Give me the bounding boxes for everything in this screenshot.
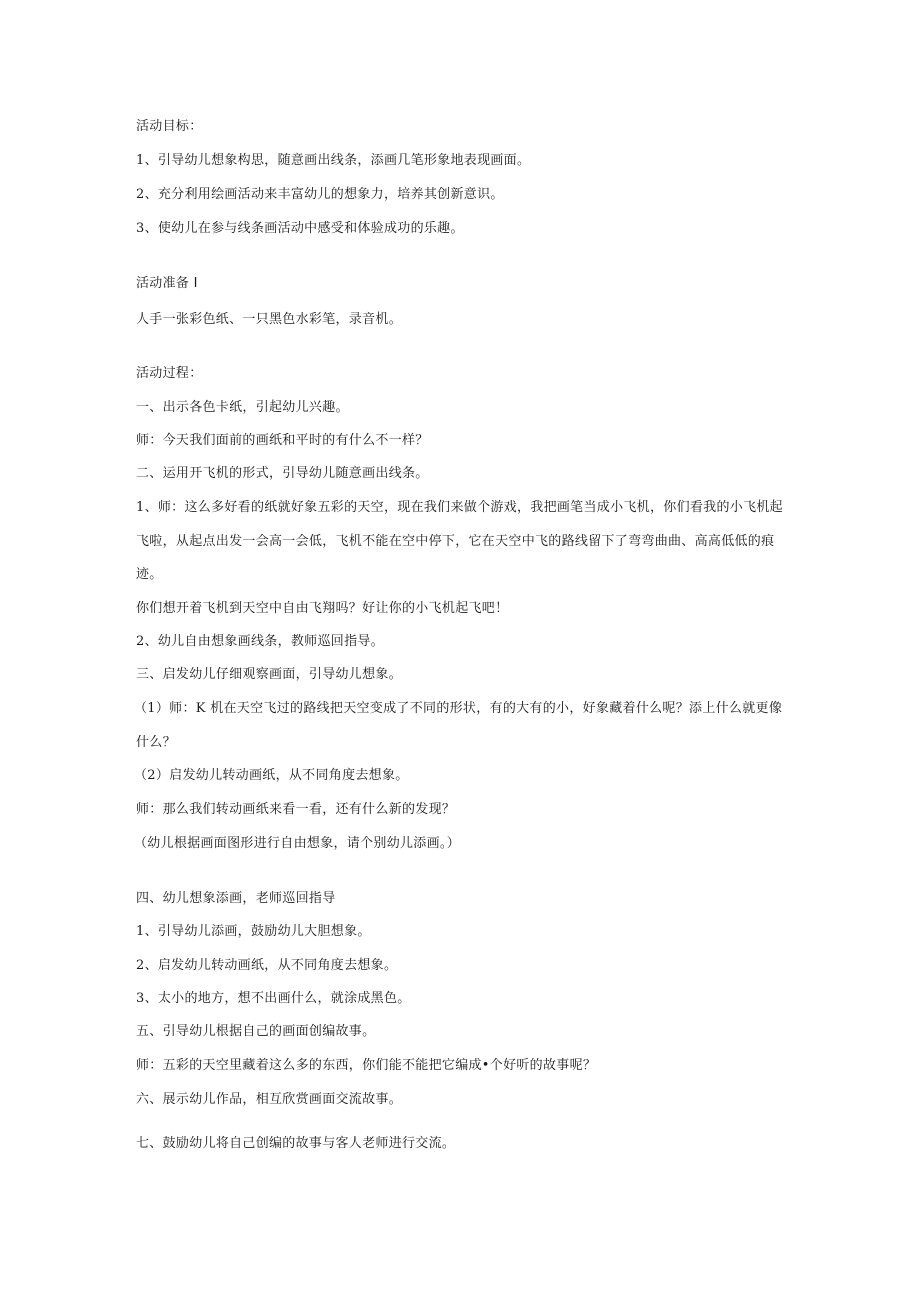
process-line: 1、师：这么多好看的纸就好象五彩的天空，现在我们来做个游戏，我把画笔当成小飞机，你们看我的小飞机起: [136, 500, 783, 515]
prep-heading: 活动准备 I: [136, 276, 198, 291]
process-line: 七、鼓励幼儿将自己创编的故事与客人老师进行交流。: [136, 1136, 456, 1151]
goal-item-3: 3、使幼儿在参与线条画活动中感受和体验成功的乐趣。: [136, 221, 464, 236]
process-line: 3、太小的地方，想不出画什么，就涂成黑色。: [136, 991, 411, 1006]
process-line: 1、引导幼儿添画，鼓励幼儿大胆想象。: [136, 924, 371, 939]
process-line: 什么？: [136, 735, 176, 750]
process-line: （2）启发幼儿转动画纸，从不同角度去想象。: [134, 768, 409, 783]
goals-heading: 活动目标：: [136, 119, 203, 134]
prep-text: 人手一张彩色纸、一只黑色水彩笔，录音机。: [136, 312, 403, 327]
process-line: 一、出示各色卡纸，引起幼儿兴趣。: [136, 400, 349, 415]
process-line: 2、启发幼儿转动画纸，从不同角度去想象。: [136, 958, 398, 973]
process-line: 2、幼儿自由想象画线条，教师巡回指导。: [136, 634, 384, 649]
process-line: 三、启发幼儿仔细观察画面，引导幼儿想象。: [136, 667, 403, 682]
process-line: 迹。: [136, 567, 163, 582]
process-line: 师：那么我们转动画纸来看一看，还有什么新的发现？: [136, 802, 456, 817]
process-line: 四、幼儿想象添画，老师巡回指导: [136, 891, 336, 906]
process-heading: 活动过程：: [136, 366, 203, 381]
process-line: （幼儿根据画面图形进行自由想象，请个别幼儿添画。）: [134, 836, 461, 851]
process-line: 飞啦，从起点出发一会高一会低，飞机不能在空中停下，它在天空中飞的路线留下了弯弯曲曲、高高低低的痕: [136, 534, 775, 549]
goal-item-2: 2、充分利用绘画活动来丰富幼儿的想象力，培养其创新意识。: [136, 187, 504, 202]
process-line: 你们想开着飞机到天空中自由飞翔吗？好让你的小飞机起飞吧！: [136, 601, 509, 616]
goal-item-1: 1、引导幼儿想象构思，随意画出线条，添画几笔形象地表现画面。: [136, 153, 531, 168]
process-line: 师：今天我们面前的画纸和平时的有什么不一样？: [136, 433, 429, 448]
process-line: 六、展示幼儿作品，相互欣赏画面交流故事。: [136, 1092, 403, 1107]
process-line: 五、引导幼儿根据自己的画面创编故事。: [136, 1024, 376, 1039]
process-line: 二、运用开飞机的形式，引导幼儿随意画出线条。: [136, 466, 429, 481]
process-line: （1）师：K 机在天空飞过的路线把天空变成了不同的形状，有的大有的小，好象藏着什么呢？添上什么就更像: [134, 701, 783, 716]
process-line: 师：五彩的天空里藏着这么多的东西，你们能不能把它编成•个好听的故事呢？: [136, 1058, 597, 1073]
